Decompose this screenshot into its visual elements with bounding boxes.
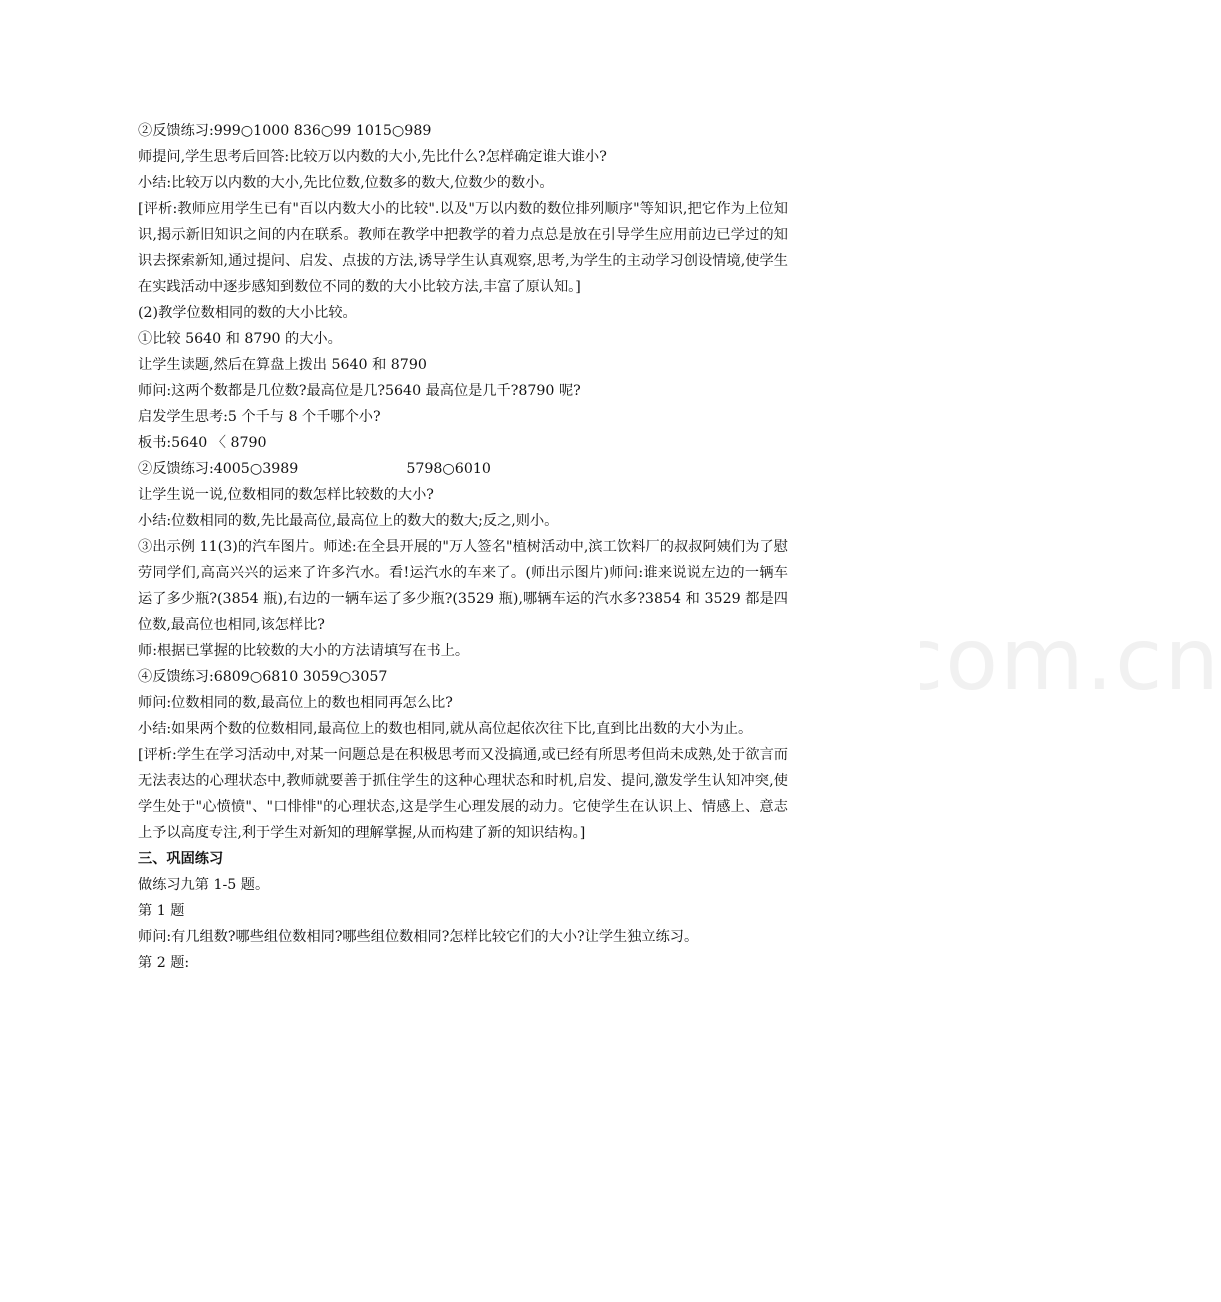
summary-2: 小结:位数相同的数,先比最高位,最高位上的数大的数大;反之,则小。 (138, 513, 559, 529)
teacher-question-4: 师问:有几组数?哪些组位数相同?哪些组位数相同?怎样比较它们的大小?让学生独立练习。 (138, 929, 699, 945)
feedback-exercise-2-b: 5798○6010 (406, 461, 491, 477)
question-1-label: 第 1 题 (138, 903, 185, 919)
board-writing: 板书:5640 〈 8790 (138, 435, 267, 451)
example-3-paragraph: ③出示例 11(3)的汽车图片。师述:在全县开展的"万人签名"植树活动中,滨工饮料厂的叔叔阿姨们为了慰劳同学们,高高兴兴的运来了许多汽水。看!运汽水的车来了。(师出示图片)师问:谁来说说左边的一辆车运了多少瓶?(3854 瓶),右边的一辆车运了多少瓶?(3529 瓶),哪辆车运的汽水多?3854 和 3529 都是四位数,最高位也相同,该怎样比? (138, 539, 788, 633)
question-2-label: 第 2 题: (138, 955, 190, 971)
watermark: www.zixin.com.cn (420, 610, 1221, 710)
feedback-exercise-4: ④反馈练习:6809○6810 3059○3057 (138, 669, 388, 685)
teacher-question-1: 师提问,学生思考后回答:比较万以内数的大小,先比什么?怎样确定谁大谁小? (138, 149, 607, 165)
feedback-exercise-2-a: ②反馈练习:4005○3989 (138, 461, 299, 477)
teacher-instruction: 师:根据已掌握的比较数的大小的方法请填写在书上。 (138, 643, 470, 659)
feedback-exercise-2 (138, 456, 788, 482)
compare-example: ①比较 5640 和 8790 的大小。 (138, 331, 342, 347)
commentary-1: [评析:教师应用学生已有"百以内数大小的比较".以及"万以内数的数位排列顺序"等知识,把它作为上位知识,揭示新旧知识之间的内在联系。教师在教学中把教学的着力点总是放在引导学生应用前边已学过的知识去探索新知,通过提问、启发、点拔的方法,诱导学生认真观察,思考,为学生的主动学习创设情境,使学生在实践活动中逐步感知到数位不同的数的大小比较方法,丰富了原认知。] (138, 201, 788, 295)
summary-1: 小结:比较万以内数的大小,先比位数,位数多的数大,位数少的数小。 (138, 175, 554, 191)
section-3-heading: 三、巩固练习 (138, 851, 224, 867)
teacher-question-3: 师问:位数相同的数,最高位上的数也相同再怎么比? (138, 695, 453, 711)
section-2-title: (2)教学位数相同的数的大小比较。 (138, 305, 357, 321)
students-explain: 让学生说一说,位数相同的数怎样比较数的大小? (138, 487, 434, 503)
feedback-exercise-1: ②反馈练习:999○1000 836○99 1015○989 (138, 123, 432, 139)
abacus-instruction: 让学生读题,然后在算盘上拨出 5640 和 8790 (138, 357, 427, 373)
inspire-thinking: 启发学生思考:5 个千与 8 个千哪个小? (138, 409, 381, 425)
commentary-2: [评析:学生在学习活动中,对某一问题总是在积极思考而又没搞通,或已经有所思考但尚未成熟,处于欲言而无法表达的心理状态中,教师就要善于抓住学生的这种心理状态和时机,启发、提问,激发学生认知冲突,使学生处于"心愤愤"、"口悱悱"的心理状态,这是学生心理发展的动力。它使学生在认识上、情感上、意志上予以高度专注,利于学生对新知的理解掌握,从而构建了新的知识结构。] (138, 747, 788, 841)
teacher-question-2: 师问:这两个数都是几位数?最高位是几?5640 最高位是几千?8790 呢? (138, 383, 581, 399)
summary-3: 小结:如果两个数的位数相同,最高位上的数也相同,就从高位起依次往下比,直到比出数的大小为止。 (138, 721, 753, 737)
document-page (138, 118, 788, 976)
exercise-assignment: 做练习九第 1-5 题。 (138, 877, 270, 893)
